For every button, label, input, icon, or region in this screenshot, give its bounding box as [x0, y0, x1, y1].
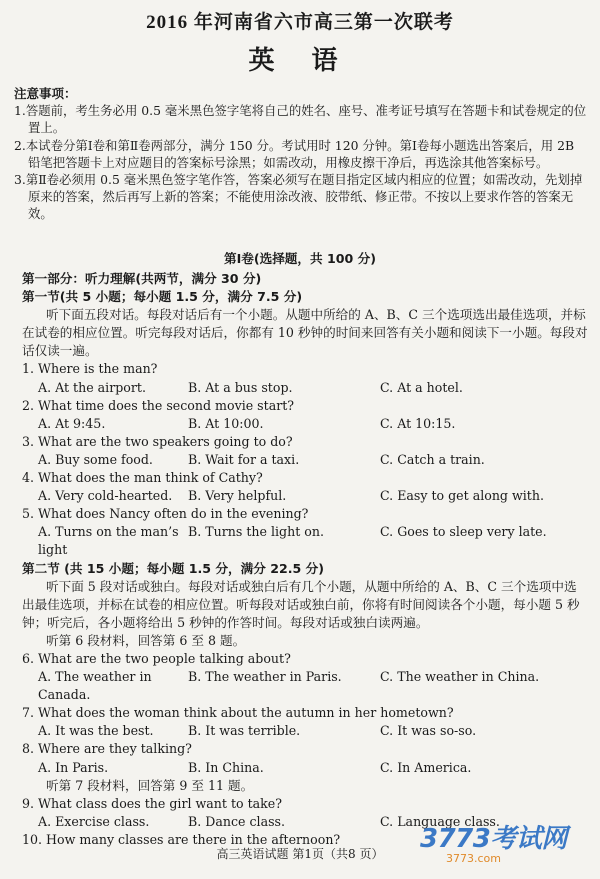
option-b: B. The weather in Paris.: [188, 669, 342, 685]
option-b: B. Wait for a taxi.: [188, 451, 300, 467]
option-b: B. Dance class.: [188, 813, 286, 829]
note-item-1: 1.答题前，考生务必用 0.5 毫米黑色签字笔将自己的姓名、座号、准考证号填写在答题卡和试卷规定的位置上。: [14, 103, 587, 136]
question-stem: 6. What are the two people talking about?: [22, 650, 291, 666]
option-a: A. In Paris.: [38, 759, 109, 775]
option-c: C. It was so-so.: [380, 723, 477, 739]
option-b: B. It was terrible.: [188, 723, 301, 739]
option-a: A. Very cold-hearted.: [38, 488, 173, 504]
option-b: B. At a bus stop.: [188, 379, 293, 395]
section1-instructions: 听下面五段对话。每段对话后有一个小题。从题中所给的 A、B、C 三个选项选出最佳选项，并标在试卷的相应位置。听完每段对话后，你都有 10 秒钟的时间来回答有关小题和阅读下一小题。每段对话仅读一遍。: [22, 307, 588, 359]
option-c: C. At a hotel.: [380, 379, 463, 395]
question-stem: 8. Where are they talking?: [22, 741, 192, 757]
option-a: A. Buy some food.: [38, 451, 153, 467]
option-a: A. Exercise class.: [38, 813, 150, 829]
option-a: A. At 9:45.: [38, 415, 106, 431]
option-c: C. Catch a train.: [380, 451, 485, 467]
question-stem: 7. What does the woman think about the autumn in her hometown?: [22, 705, 454, 721]
question-7: [22, 704, 588, 740]
page-footer: 高三英语试题 第1页（共8 页）: [216, 847, 384, 861]
option-c: C. At 10:15.: [380, 415, 456, 431]
question-stem: 9. What class does the girl want to take?: [22, 795, 283, 811]
option-b: B. Very helpful.: [188, 488, 287, 504]
logo-main-text: 3773考试网: [420, 824, 567, 854]
question-1: [22, 360, 588, 396]
section2-instructions: 听下面 5 段对话或独白。每段对话或独白后有几个小题，从题中所给的 A、B、C 三个选项中选出最佳选项，并标在试卷的相应位置。听每段对话或独白前，你将有时间阅读各个小题，每小题 5 秒钟；听完后，各小题将给出 5 秒钟的作答时间。每段对话或独白读两遍。: [22, 578, 580, 630]
option-c: C. Easy to get along with.: [380, 488, 544, 504]
option-b: B. Turns the light on.: [188, 524, 324, 540]
exam-title: 2016 年河南省六市高三第一次联考: [146, 12, 454, 33]
question-stem: 4. What does the man think of Cathy?: [22, 470, 263, 486]
option-b: B. In China.: [188, 759, 264, 775]
question-stem: 1. Where is the man?: [22, 361, 158, 377]
question-5: [22, 505, 588, 559]
question-stem: 3. What are the two speakers going to do?: [22, 433, 293, 449]
question-2: [22, 397, 588, 433]
option-b: B. At 10:00.: [188, 415, 264, 431]
logo-url-text: 3773.com: [446, 852, 501, 865]
question-10-stem: 10. How many classes are there in the afternoon?: [22, 831, 341, 847]
volume-title: 第Ⅰ卷(选择题，共 100 分): [223, 251, 376, 266]
question-8: [22, 740, 588, 776]
option-c: C. Language class.: [380, 813, 500, 829]
option-a: A. At the airport.: [38, 379, 146, 395]
option-c: C. The weather in China.: [380, 669, 540, 685]
part1-title: 第一部分：听力理解(共两节，满分 30 分): [22, 271, 262, 286]
question-stem: 5. What does Nancy often do in the evening?: [22, 506, 309, 522]
material-6-prompt: 听第 6 段材料，回答第 6 至 8 题。: [46, 632, 246, 648]
section2-title: 第二节 (共 15 小题；每小题 1.5 分，满分 22.5 分): [22, 560, 325, 576]
question-6: [22, 650, 588, 704]
subject-title: 英 语: [248, 46, 352, 76]
option-c: C. Goes to sleep very late.: [380, 524, 547, 540]
question-3: [22, 433, 588, 469]
notes-heading: 注意事项：: [14, 86, 77, 101]
question-4: [22, 469, 588, 505]
site-logo: [420, 818, 595, 874]
option-c: C. In America.: [380, 759, 472, 775]
listening-section: [22, 270, 588, 849]
question-stem: 2. What time does the second movie start?: [22, 397, 295, 413]
section1-title: 第一节(共 5 小题；每小题 1.5 分，满分 7.5 分): [22, 289, 303, 305]
note-item-3: 3.第Ⅱ卷必须用 0.5 毫米黑色签字笔作答，答案必须写在题目指定区域内相应的位置；如需改动，先划掉原来的答案，然后再写上新的答案；不能使用涂改液、胶带纸、修正带。不按以上要求作答的答案无效。: [14, 172, 583, 222]
option-a: A. Turns on the man’s light: [38, 524, 179, 558]
option-a: A. It was the best.: [38, 723, 154, 739]
note-item-2: 2.本试卷分第Ⅰ卷和第Ⅱ卷两部分，满分 150 分。考试用时 120 分钟。第Ⅰ卷每小题选出答案后，用 2B 铅笔把答题卡上对应题目的答案标号涂黑；如需改动，用橡皮擦干净后，再选涂其他答案标号。: [14, 137, 575, 170]
material-7-prompt: 听第 7 段材料，回答第 9 至 11 题。: [46, 777, 254, 793]
notes-block: [14, 85, 589, 223]
option-a: A. The weather in Canada.: [38, 669, 152, 703]
